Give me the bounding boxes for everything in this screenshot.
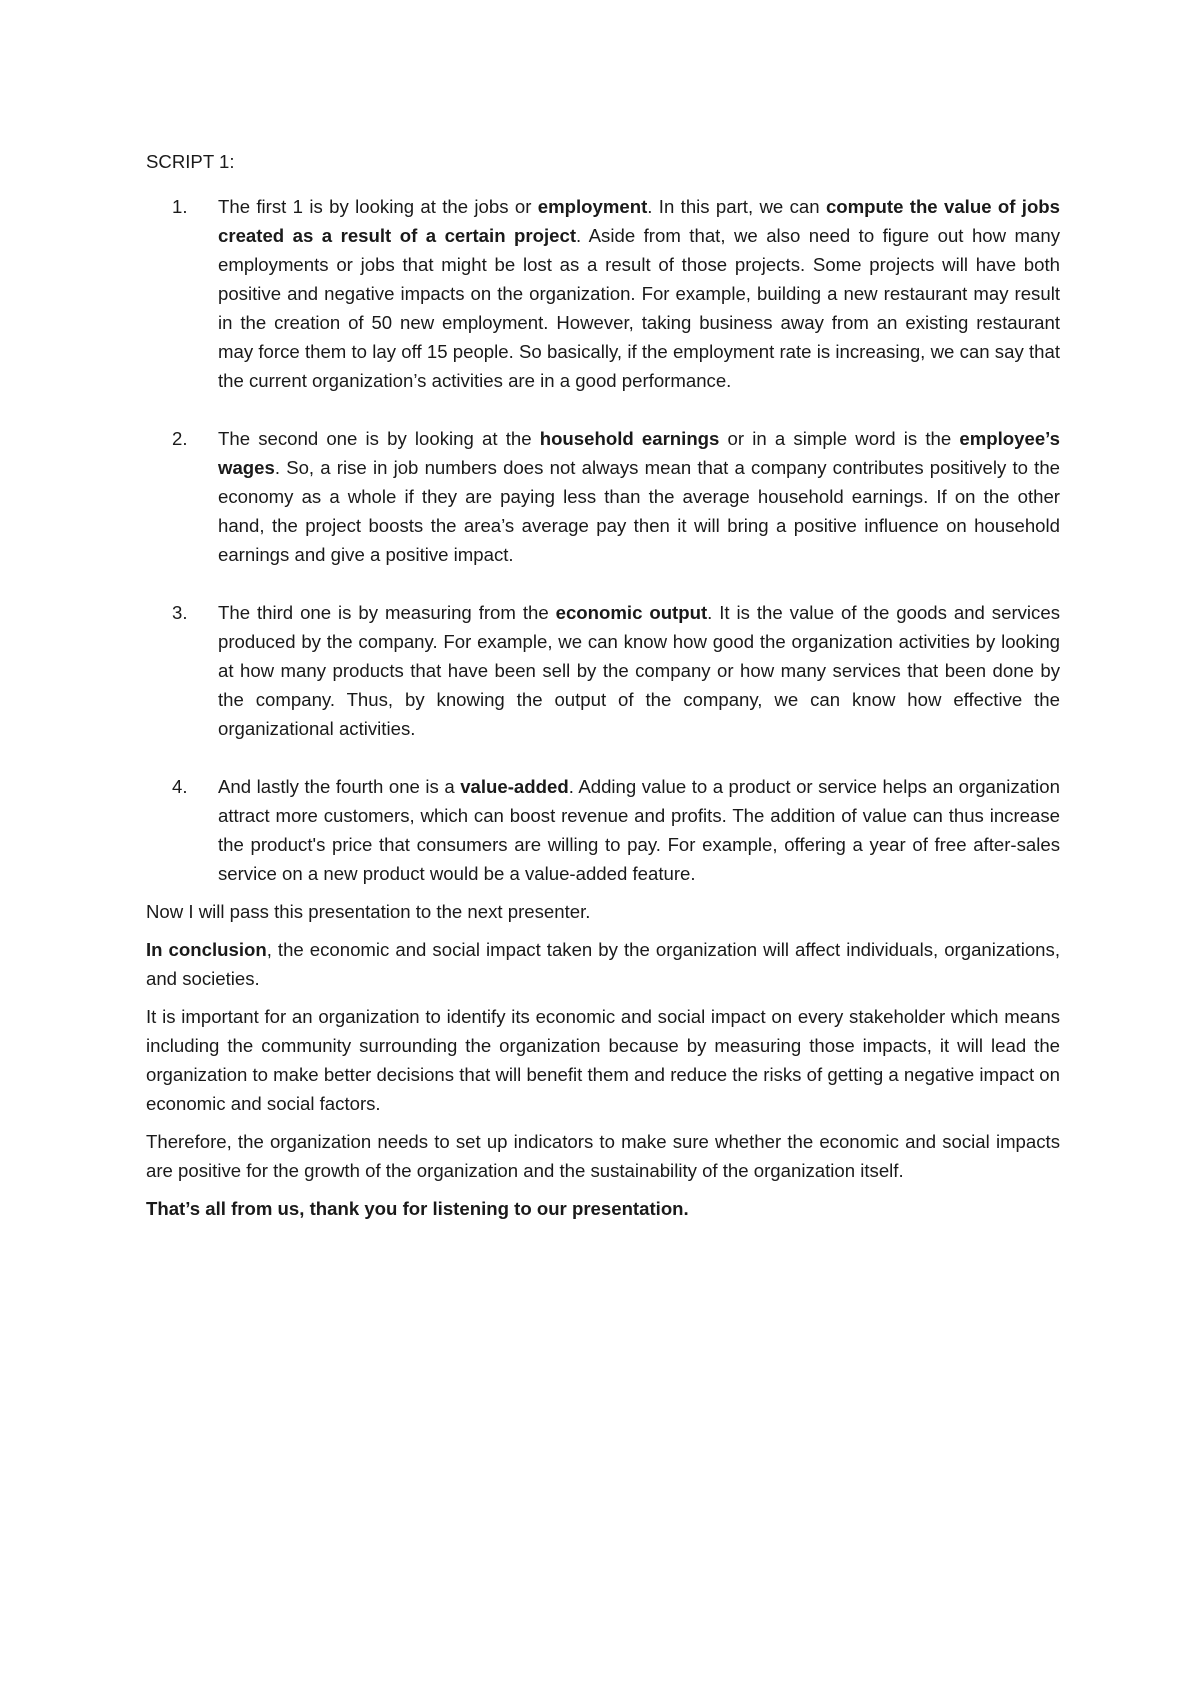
list-number: 3. xyxy=(172,602,188,623)
indicators-paragraph: Therefore, the organization needs to set up indicators to make sure whether the economic and social impacts are positive for the growth of the organization and the sustainability of the organization itself. xyxy=(146,1131,1060,1181)
conclusion-paragraph: In conclusion, the economic and social impact taken by the organization will affect individuals, organizations, and societies. xyxy=(146,939,1060,989)
document-page xyxy=(146,147,1060,1232)
importance-paragraph: It is important for an organization to identify its economic and social impact on every stakeholder which means including the community surrounding the organization because by measuring those impacts, it will lead the organization to make better decisions that will benefit them and reduce the risks of getting a negative impact on economic and social factors. xyxy=(146,1006,1060,1114)
list-text: The third one is by measuring from the economic output. It is the value of the goods and services produced by the company. For example, we can know how good the organization activities by looking at how many products that have been sell by the company or how many services that been done by the company. Thus, by knowing the output of the company, we can know how effective the organizational activities. xyxy=(218,602,1060,739)
script-heading: SCRIPT 1: xyxy=(146,151,235,172)
list-number: 1. xyxy=(172,196,188,217)
list-number: 4. xyxy=(172,776,188,797)
list-text: The second one is by looking at the household earnings or in a simple word is the employee’s wages. So, a rise in job numbers does not always mean that a company contributes positively to the economy as a whole if they are paying less than the average household earnings. If on the other hand, the project boosts the area’s average pay then it will bring a positive influence on household earnings and give a positive impact. xyxy=(218,428,1060,565)
list-item-4 xyxy=(146,772,1060,888)
closing-paragraph: That’s all from us, thank you for listening to our presentation. xyxy=(146,1198,689,1219)
numbered-list xyxy=(146,192,1060,888)
list-item-1 xyxy=(146,192,1060,395)
list-number: 2. xyxy=(172,428,188,449)
list-text: The first 1 is by looking at the jobs or employment. In this part, we can compute the value of jobs created as a result of a certain project. Aside from that, we also need to figure out how many employments or jobs that might be lost as a result of those projects. Some projects will have both positive and negative impacts on the organization. For example, building a new restaurant may result in the creation of 50 new employment. However, taking business away from an existing restaurant may force them to lay off 15 people. So basically, if the employment rate is increasing, we can say that the current organization’s activities are in a good performance. xyxy=(218,196,1061,391)
list-item-3 xyxy=(146,598,1060,743)
list-item-2 xyxy=(146,424,1060,569)
list-text: And lastly the fourth one is a value-added. Adding value to a product or service helps an organization attract more customers, which can boost revenue and profits. The addition of value can thus increase the product's price that consumers are willing to pay. For example, offering a year of free after-sales service on a new product would be a value-added feature. xyxy=(218,776,1060,884)
handover-paragraph: Now I will pass this presentation to the next presenter. xyxy=(146,901,591,922)
